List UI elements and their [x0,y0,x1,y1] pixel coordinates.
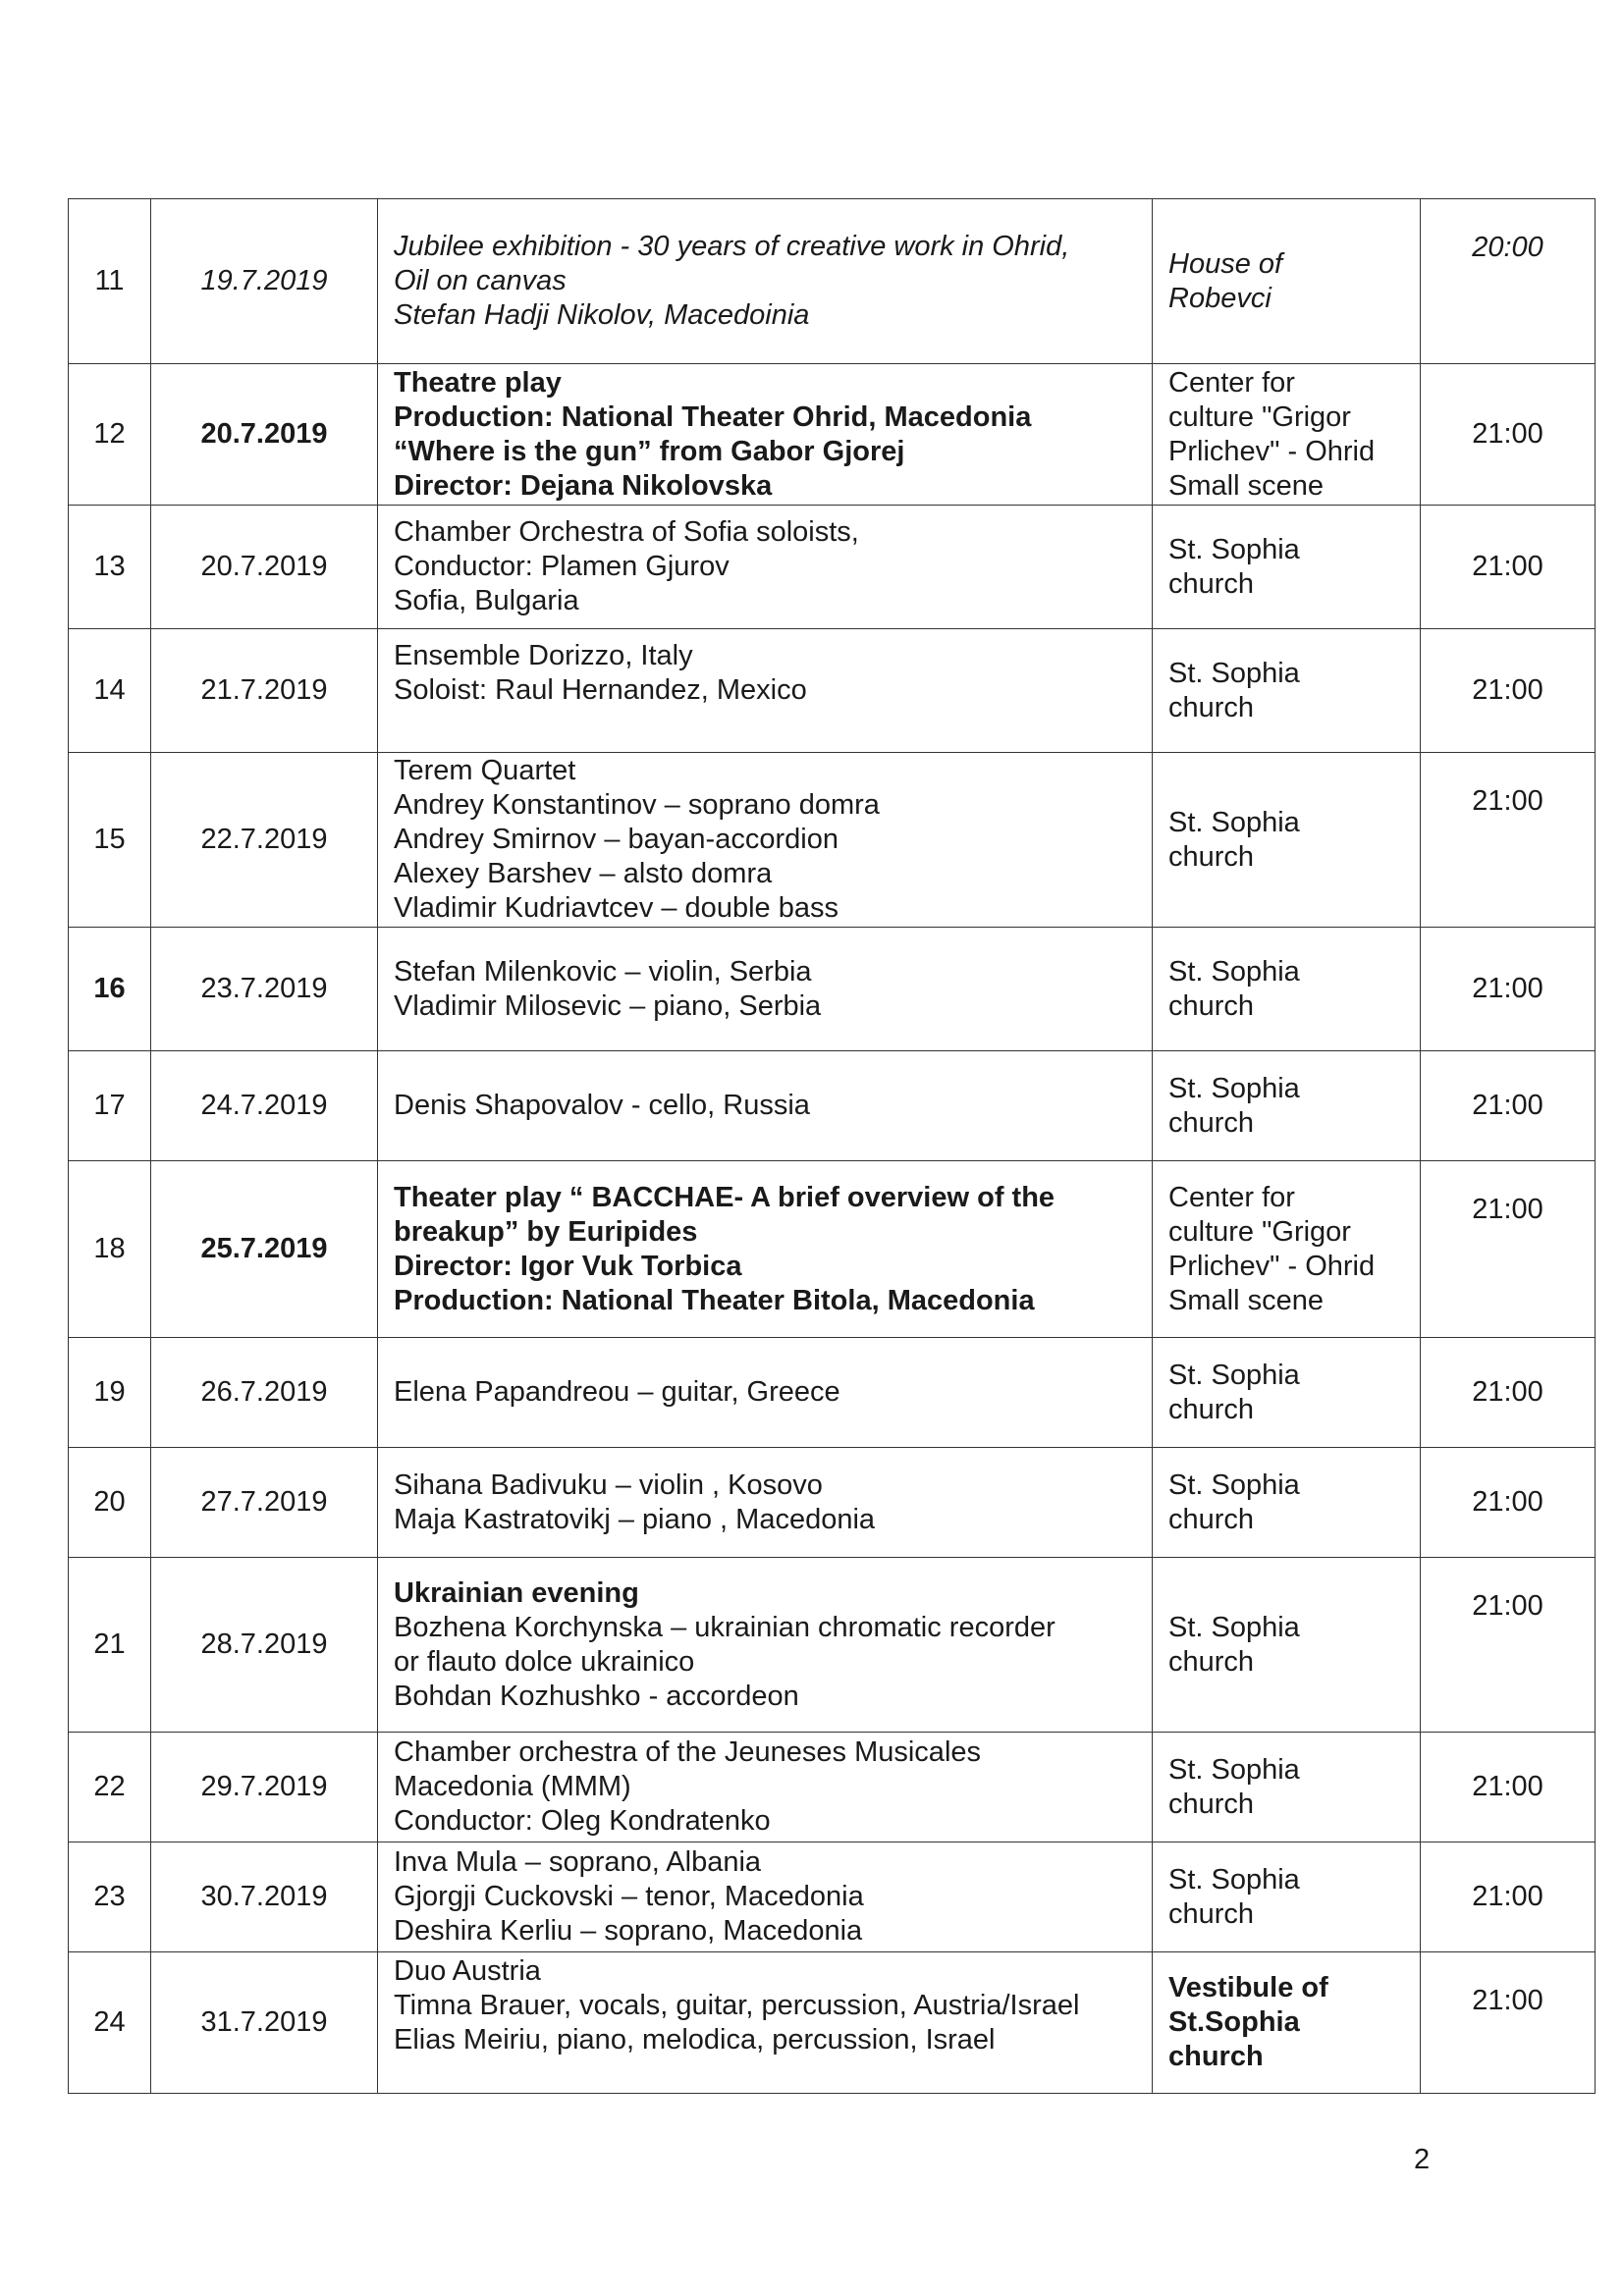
row-date: 30.7.2019 [151,1842,378,1952]
table-row [69,928,1596,1051]
venue-line: culture "Grigor [1168,1215,1351,1248]
schedule-table [68,198,1596,2094]
program-line: Chamber Orchestra of Sofia soloists, [394,516,859,548]
row-number: 13 [69,506,151,629]
venue-line: House of [1168,247,1283,280]
venue-cell [1153,629,1421,753]
venue-line: Prlichev" - Ohrid [1168,435,1376,467]
venue-cell [1153,1842,1421,1952]
program-line: Jubilee exhibition - 30 years of creative work in Ohrid, [394,231,1070,262]
row-number: 19 [69,1338,151,1448]
venue-line: St. Sophia [1168,1611,1300,1643]
program-line: Production: National Theater Bitola, Macedonia [394,1284,1035,1316]
venue-line: church [1168,567,1255,600]
venue-line: St. Sophia [1168,806,1300,838]
program-line: Inva Mula – soprano, Albania [394,1846,762,1878]
page-number: 2 [1414,2144,1431,2175]
table-row [69,1558,1596,1733]
venue-cell [1153,928,1421,1051]
venue-line: church [1168,1645,1255,1678]
program-line: Andrey Smirnov – bayan-accordion [394,824,839,855]
row-date: 19.7.2019 [151,199,378,364]
row-number: 14 [69,629,151,753]
venue-line: church [1168,2041,1264,2072]
program-line: Bozhena Korchynska – ukrainian chromatic recorder [394,1611,1055,1643]
row-time: 21:00 [1421,1338,1596,1448]
program-line: Macedonia (MMM) [394,1771,631,1802]
row-number: 24 [69,1952,151,2094]
program-cell [378,1051,1153,1161]
table-row [69,506,1596,629]
program-line: breakup” by Euripides [394,1215,698,1248]
row-date: 31.7.2019 [151,1952,378,2094]
program-line: Stefan Milenkovic – violin, Serbia [394,955,812,988]
row-time: 21:00 [1421,1733,1596,1842]
program-line: Terem Quartet [394,755,576,786]
row-time: 21:00 [1421,1448,1596,1558]
row-date: 22.7.2019 [151,753,378,928]
table-row [69,1161,1596,1338]
program-cell [378,1161,1153,1338]
venue-cell [1153,364,1421,506]
program-cell [378,1448,1153,1558]
row-date: 29.7.2019 [151,1733,378,1842]
row-time: 21:00 [1421,928,1596,1051]
program-line: Alexey Barshev – alsto domra [394,858,773,889]
program-cell [378,199,1153,364]
program-cell [378,364,1153,506]
program-line: Denis Shapovalov - cello, Russia [394,1090,810,1121]
program-line: Andrey Konstantinov – soprano domra [394,789,880,821]
row-number: 12 [69,364,151,506]
program-line: Director: Igor Vuk Torbica [394,1250,742,1282]
venue-line: church [1168,1106,1255,1139]
venue-line: Center for [1168,366,1295,399]
venue-cell [1153,1733,1421,1842]
row-number: 23 [69,1842,151,1952]
program-line: Sihana Badivuku – violin , Kosovo [394,1468,823,1501]
row-time: 21:00 [1421,1161,1596,1338]
venue-line: St. Sophia [1168,1753,1300,1786]
program-line: Stefan Hadji Nikolov, Macedoinia [394,299,810,331]
venue-cell [1153,1448,1421,1558]
venue-line: Prlichev" - Ohrid [1168,1250,1376,1282]
program-cell [378,1338,1153,1448]
program-cell [378,928,1153,1051]
row-time: 21:00 [1421,506,1596,629]
program-line: Deshira Kerliu – soprano, Macedonia [394,1915,863,1947]
row-date: 24.7.2019 [151,1051,378,1161]
venue-cell [1153,1051,1421,1161]
venue-cell [1153,506,1421,629]
row-date: 20.7.2019 [151,364,378,506]
program-line: Duo Austria [394,1955,541,1987]
program-line: Gjorgji Cuckovski – tenor, Macedonia [394,1881,864,1912]
program-line: Theatre play [394,366,562,399]
program-line: Director: Dejana Nikolovska [394,469,773,502]
row-time: 20:00 [1421,199,1596,364]
program-line: Oil on canvas [394,265,567,296]
program-line: Ukrainian evening [394,1576,639,1609]
program-line: Theater play “ BACCHAE- A brief overview of the [394,1181,1055,1213]
venue-cell [1153,1161,1421,1338]
venue-line: Vestibule of [1168,1972,1328,2003]
program-line: Elena Papandreou – guitar, Greece [394,1376,840,1408]
program-line: Ensemble Dorizzo, Italy [394,640,693,671]
venue-cell [1153,1338,1421,1448]
row-date: 26.7.2019 [151,1338,378,1448]
program-line: or flauto dolce ukrainico [394,1645,695,1678]
table-row [69,364,1596,506]
row-number: 17 [69,1051,151,1161]
table-row [69,1448,1596,1558]
table-row [69,1051,1596,1161]
table-row [69,629,1596,753]
venue-line: Small scene [1168,1284,1324,1316]
program-line: Vladimir Kudriavtcev – double bass [394,892,839,924]
table-row [69,1952,1596,2094]
row-number: 15 [69,753,151,928]
row-date: 25.7.2019 [151,1161,378,1338]
venue-cell [1153,199,1421,364]
venue-line: St. Sophia [1168,1863,1300,1896]
venue-line: Robevci [1168,282,1271,314]
program-cell [378,1842,1153,1952]
venue-line: St. Sophia [1168,955,1300,988]
row-date: 23.7.2019 [151,928,378,1051]
program-line: Bohdan Kozhushko - accordeon [394,1680,799,1712]
program-cell [378,1952,1153,2094]
venue-line: church [1168,989,1255,1022]
table-row [69,199,1596,364]
row-time: 21:00 [1421,629,1596,753]
program-line: Maja Kastratovikj – piano , Macedonia [394,1503,876,1535]
row-date: 20.7.2019 [151,506,378,629]
venue-line: church [1168,840,1255,873]
program-cell [378,629,1153,753]
program-line: Vladimir Milosevic – piano, Serbia [394,989,822,1022]
program-line: Production: National Theater Ohrid, Macedonia [394,400,1032,433]
row-time: 21:00 [1421,753,1596,928]
table-row [69,1842,1596,1952]
program-cell [378,1733,1153,1842]
venue-line: church [1168,1393,1255,1425]
venue-line: St. Sophia [1168,657,1300,689]
venue-line: St. Sophia [1168,1468,1300,1501]
program-line: Conductor: Plamen Gjurov [394,551,730,582]
venue-line: church [1168,1897,1255,1930]
program-cell [378,506,1153,629]
venue-line: Center for [1168,1181,1295,1213]
row-date: 21.7.2019 [151,629,378,753]
row-time: 21:00 [1421,364,1596,506]
venue-line: St. Sophia [1168,1072,1300,1104]
program-line: Elias Meiriu, piano, melodica, percussion, Israel [394,2024,996,2056]
venue-line: culture "Grigor [1168,400,1351,433]
venue-line: church [1168,1503,1255,1535]
program-line: Timna Brauer, vocals, guitar, percussion, Austria/Israel [394,1990,1080,2021]
venue-cell [1153,753,1421,928]
row-number: 21 [69,1558,151,1733]
venue-line: Small scene [1168,469,1324,502]
program-line: “Where is the gun” from Gabor Gjorej [394,435,905,467]
program-line: Sofia, Bulgaria [394,585,579,616]
venue-line: St. Sophia [1168,533,1300,565]
table-row [69,1733,1596,1842]
venue-line: church [1168,1788,1255,1820]
row-time: 21:00 [1421,1952,1596,2094]
table-row [69,753,1596,928]
program-line: Soloist: Raul Hernandez, Mexico [394,674,807,706]
program-line: Chamber orchestra of the Jeuneses Musicales [394,1736,982,1768]
row-number: 11 [69,199,151,364]
venue-line: St. Sophia [1168,1359,1300,1391]
program-cell [378,753,1153,928]
row-number: 18 [69,1161,151,1338]
program-cell [378,1558,1153,1733]
venue-cell [1153,1952,1421,2094]
program-line: Conductor: Oleg Kondratenko [394,1805,771,1837]
row-time: 21:00 [1421,1842,1596,1952]
venue-cell [1153,1558,1421,1733]
row-date: 27.7.2019 [151,1448,378,1558]
row-date: 28.7.2019 [151,1558,378,1733]
row-number: 20 [69,1448,151,1558]
row-time: 21:00 [1421,1051,1596,1161]
venue-line: St.Sophia [1168,2006,1300,2038]
row-number: 16 [69,928,151,1051]
row-time: 21:00 [1421,1558,1596,1733]
table-row [69,1338,1596,1448]
row-number: 22 [69,1733,151,1842]
venue-line: church [1168,691,1255,723]
